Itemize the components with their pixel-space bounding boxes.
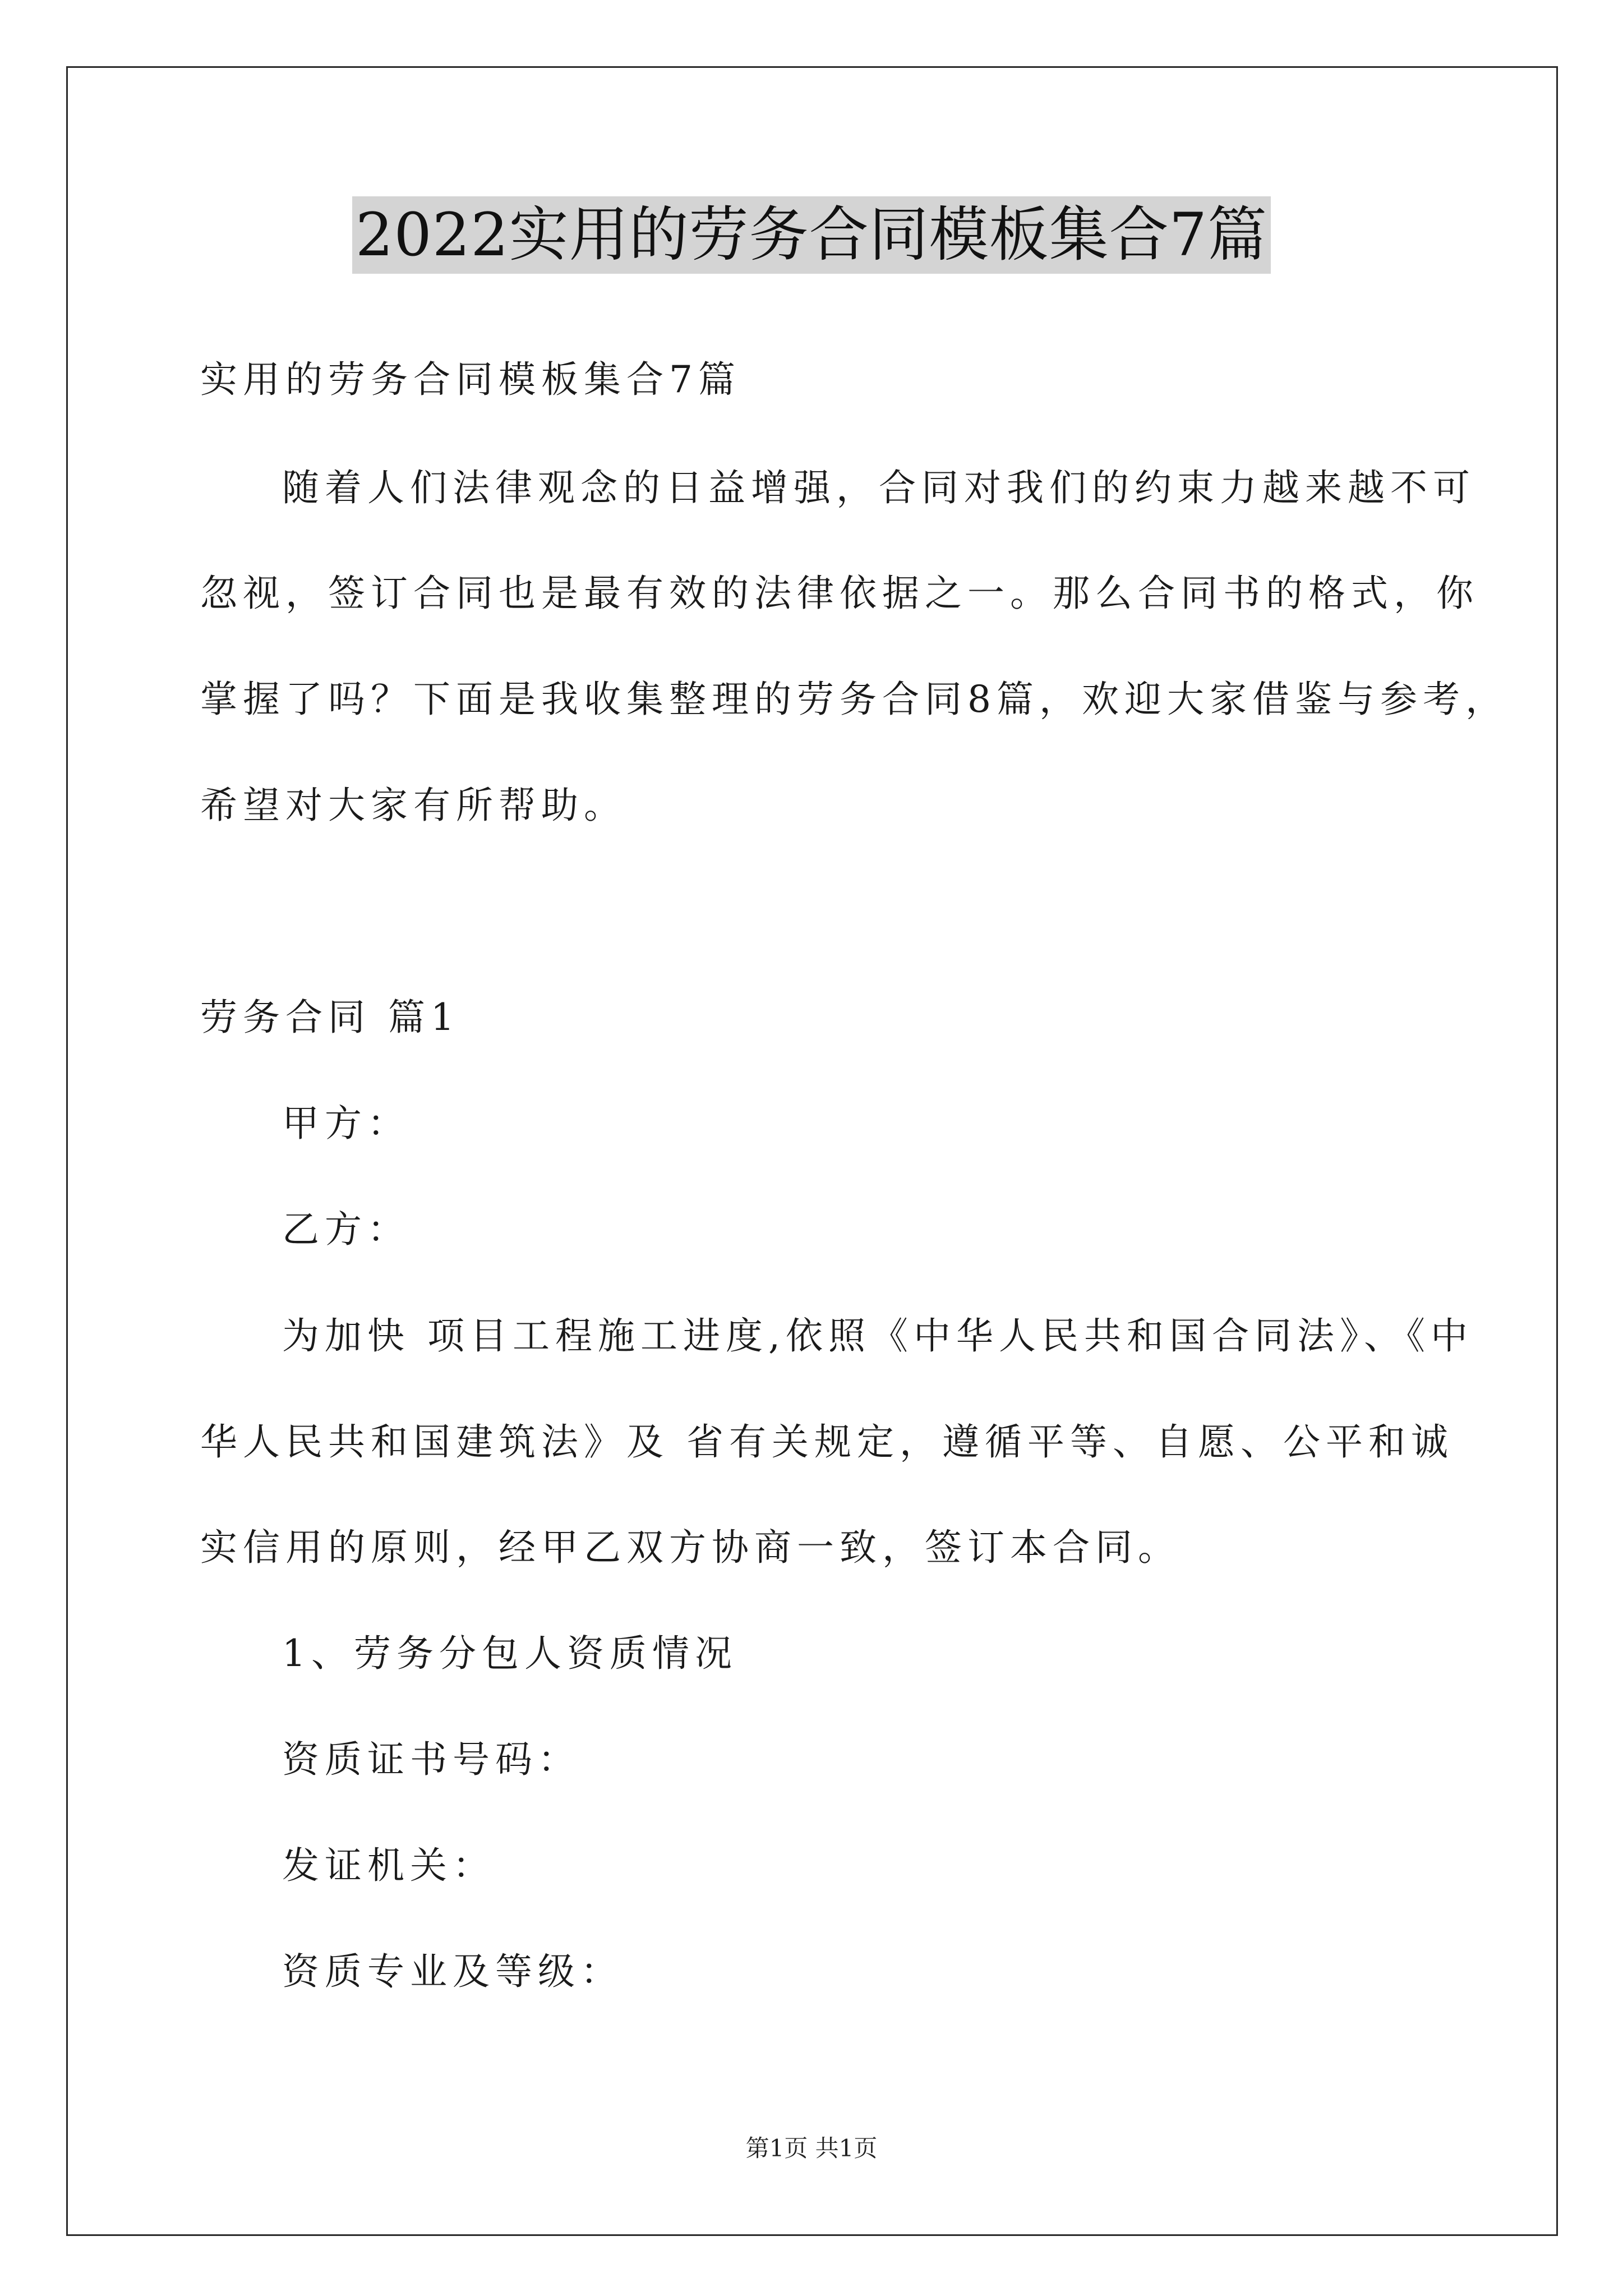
title-container: [0, 196, 1623, 274]
section-heading: 劳务合同 篇1: [200, 996, 460, 1039]
subtitle-line: 实用的劳务合同模板集合7篇: [200, 358, 741, 401]
issuing-authority-label: 发证机关：: [282, 1844, 495, 1887]
paragraph-line: 希望对大家有所帮助。: [200, 784, 626, 827]
paragraph-line: 忽视，签订合同也是最有效的法律依据之一。那么合同书的格式，你: [200, 572, 1479, 615]
clause-heading: 1、劳务分包人资质情况: [282, 1632, 737, 1675]
party-b-label: 乙方：: [282, 1208, 410, 1251]
party-a-label: 甲方：: [282, 1102, 410, 1145]
certificate-number-label: 资质证书号码：: [282, 1738, 580, 1781]
page-footer: 第1页 共1页: [745, 2134, 878, 2162]
paragraph-line: 华人民共和国建筑法》及 省有关规定，遵循平等、自愿、公平和诚: [200, 1420, 1454, 1464]
document-title: 2022实用的劳务合同模板集合7篇: [352, 196, 1271, 274]
paragraph-line: 实信用的原则，经甲乙双方协商一致，签订本合同。: [200, 1526, 1181, 1569]
qualification-grade-label: 资质专业及等级：: [282, 1950, 623, 1993]
paragraph-line: 掌握了吗？下面是我收集整理的劳务合同8篇，欢迎大家借鉴与参考，: [200, 678, 1508, 721]
paragraph-line: 随着人们法律观念的日益增强，合同对我们的约束力越来越不可: [282, 466, 1476, 509]
paragraph-line: 为加快 项目工程施工进度,依照《中华人民共和国合同法》、《中: [282, 1314, 1473, 1358]
